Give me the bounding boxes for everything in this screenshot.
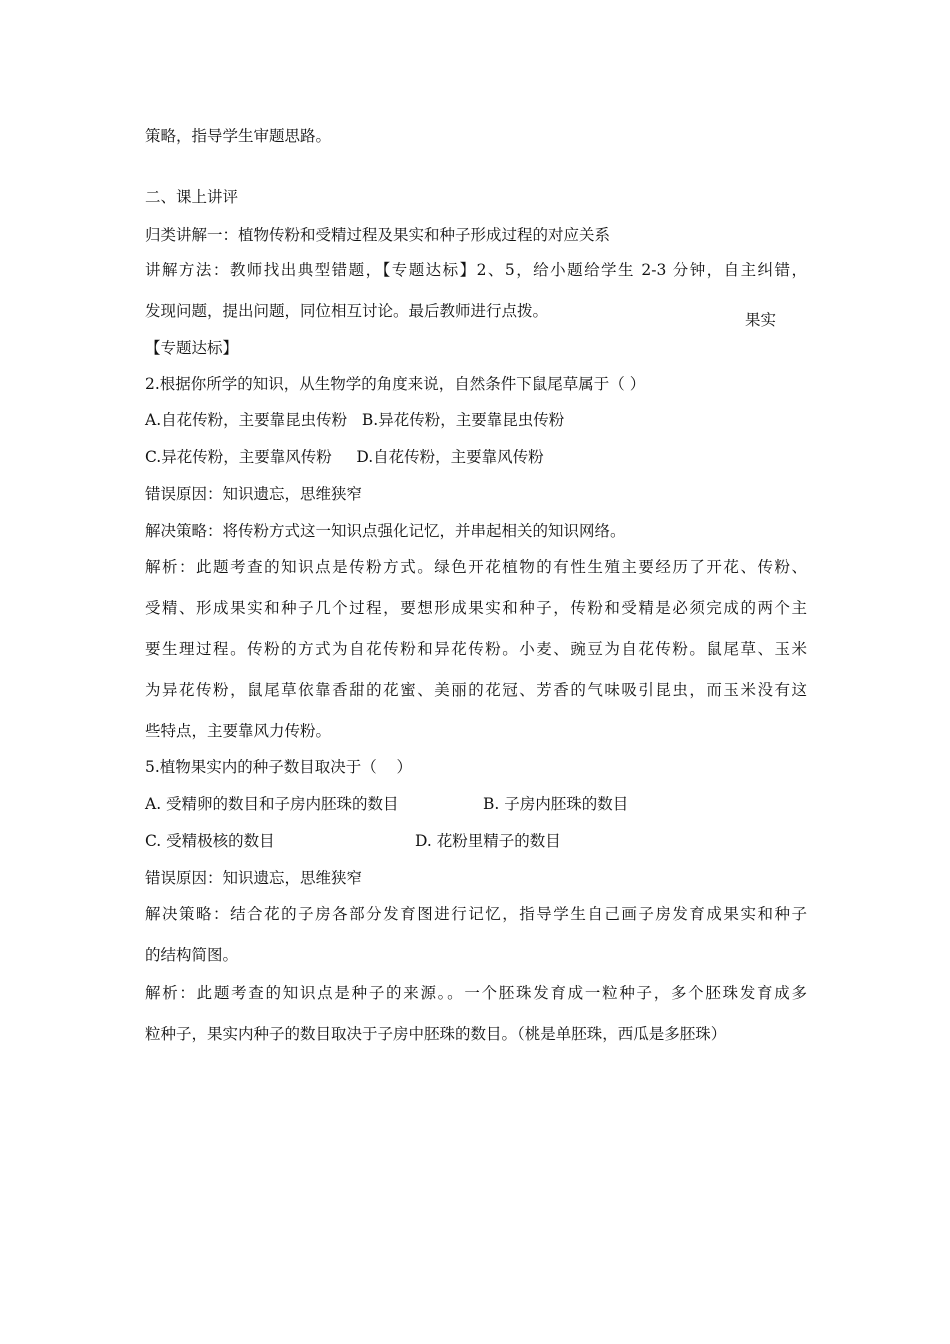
question-2-options-ab: A.自花传粉，主要靠昆虫传粉 B.异花传粉，主要靠昆虫传粉 xyxy=(145,411,565,429)
question-5: 5.植物果实内的种子数目取决于（ ） xyxy=(145,758,412,776)
analysis-line: 粒种子，果实内种子的数目取决于子房中胚珠的数目。（桃是单胚珠，西瓜是多胚珠） xyxy=(145,1025,727,1043)
text-line: 策略，指导学生审题思路。 xyxy=(145,127,332,145)
text-line: 归类讲解一：植物传粉和受精过程及果实和种子形成过程的对应关系 xyxy=(145,226,611,244)
analysis-line: 解析：此题考查的知识点是种子的来源。。一个胚珠发育成一粒种子，多个胚珠发育成多 xyxy=(145,984,807,1002)
subsection-heading: 【专题达标】 xyxy=(145,339,239,357)
floating-label: 果实 xyxy=(745,311,777,329)
question-2: 2.根据你所学的知识，从生物学的角度来说，自然条件下鼠尾草属于（ ） xyxy=(145,375,646,393)
solution-strategy: 解决策略：结合花的子房各部分发育图进行记忆，指导学生自己画子房发育成果实和种子 xyxy=(145,905,807,923)
question-5-option-a: A. 受精卵的数目和子房内胚珠的数目 xyxy=(145,795,399,813)
analysis-line: 些特点，主要靠风力传粉。 xyxy=(145,722,332,740)
solution-strategy: 的结构简图。 xyxy=(145,946,239,964)
question-2-options-cd: C.异花传粉，主要靠风传粉 D.自花传粉，主要靠风传粉 xyxy=(145,448,544,466)
analysis-line: 受精、形成果实和种子几个过程，要想形成果实和种子，传粉和受精是必须完成的两个主 xyxy=(145,599,807,617)
error-reason: 错误原因：知识遗忘，思维狭窄 xyxy=(145,485,363,503)
analysis-line: 解析：此题考查的知识点是传粉方式。绿色开花植物的有性生殖主要经历了开花、传粉、 xyxy=(145,558,807,576)
analysis-line: 要生理过程。传粉的方式为自花传粉和异花传粉。小麦、豌豆为自花传粉。鼠尾草、玉米 xyxy=(145,640,807,658)
text-line: 讲解方法：教师找出典型错题，【专题达标】2、5，给小题给学生 2-3 分钟，自主纠错， xyxy=(145,261,807,279)
solution-strategy: 解决策略：将传粉方式这一知识点强化记忆，并串起相关的知识网络。 xyxy=(145,522,626,540)
section-heading: 二、课上讲评 xyxy=(145,188,239,206)
analysis-line: 为异花传粉，鼠尾草依靠香甜的花蜜、美丽的花冠、芳香的气味吸引昆虫，而玉米没有这 xyxy=(145,681,807,699)
question-5-option-b: B. 子房内胚珠的数目 xyxy=(483,795,629,813)
text-line: 发现问题，提出问题，同位相互讨论。最后教师进行点拨。 xyxy=(145,302,549,320)
question-5-option-c: C. 受精极核的数目 xyxy=(145,832,275,850)
error-reason: 错误原因：知识遗忘，思维狭窄 xyxy=(145,869,363,887)
question-5-option-d: D. 花粉里精子的数目 xyxy=(415,832,561,850)
